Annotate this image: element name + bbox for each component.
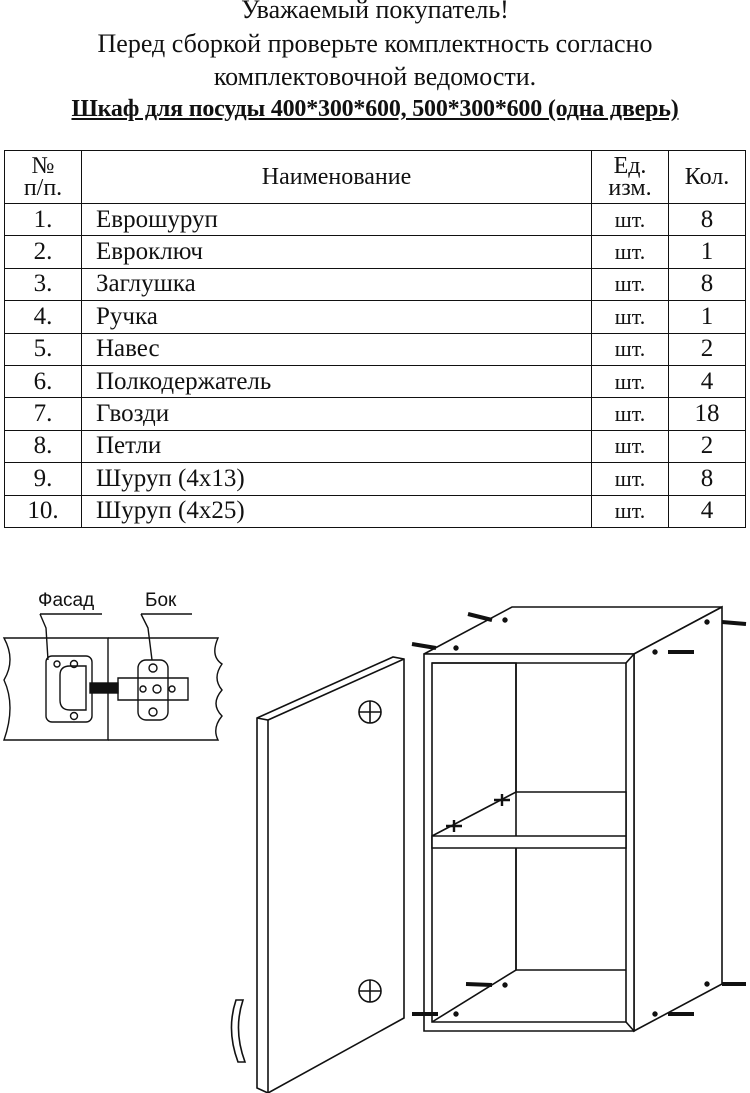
row-qty: 4 [669,365,746,397]
row-qty: 1 [669,236,746,268]
row-name: Еврошуруп [82,204,592,236]
row-qty: 8 [669,463,746,495]
label-facade: Фасад [38,590,95,611]
table-row [5,398,746,430]
instruction-line-2: комплектовочной ведомости. [213,62,537,91]
table-row [5,333,746,365]
header-num: № п/п. [5,151,82,204]
greeting: Уважаемый покупатель! [241,0,509,24]
table-row [5,495,746,527]
table-row [5,430,746,462]
row-name: Шуруп (4х13) [82,463,592,495]
header-qty: Кол. [669,151,746,204]
hinge-diagram [4,590,222,740]
row-name: Ручка [82,301,592,333]
row-qty: 2 [669,430,746,462]
row-name: Заглушка [82,268,592,300]
row-num: 7. [5,398,82,430]
row-qty: 2 [669,333,746,365]
row-unit: шт. [592,301,669,333]
row-qty: 8 [669,204,746,236]
row-num: 2. [5,236,82,268]
table-row [5,365,746,397]
row-num: 5. [5,333,82,365]
row-name: Полкодержатель [82,365,592,397]
row-num: 3. [5,268,82,300]
row-qty: 8 [669,268,746,300]
table-row [5,204,746,236]
door-panel [231,657,404,1093]
row-name: Гвозди [82,398,592,430]
row-unit: шт. [592,204,669,236]
row-unit: шт. [592,236,669,268]
row-unit: шт. [592,430,669,462]
row-qty: 1 [669,301,746,333]
row-name: Евроключ [82,236,592,268]
row-qty: 18 [669,398,746,430]
table-header-row [5,151,746,204]
table-row [5,463,746,495]
row-unit: шт. [592,463,669,495]
row-num: 8. [5,430,82,462]
label-side: Бок [145,590,177,611]
row-num: 10. [5,495,82,527]
row-num: 1. [5,204,82,236]
table-row [5,268,746,300]
assembly-drawing [0,560,750,1093]
header-name: Наименование [82,151,592,204]
row-qty: 4 [669,495,746,527]
table-row [5,236,746,268]
row-unit: шт. [592,398,669,430]
instruction-line-1: Перед сборкой проверьте комплектность согласно [97,29,653,58]
row-unit: шт. [592,268,669,300]
product-title: Шкаф для посуды 400*300*600, 500*300*600 (одна дверь) [71,96,679,122]
table-row [5,301,746,333]
row-name: Навес [82,333,592,365]
header-unit: Ед. изм. [592,151,669,204]
parts-table [4,150,746,528]
row-num: 4. [5,301,82,333]
row-unit: шт. [592,333,669,365]
row-name: Шуруп (4х25) [82,495,592,527]
row-unit: шт. [592,365,669,397]
row-num: 6. [5,365,82,397]
cabinet-body [424,607,722,1031]
row-name: Петли [82,430,592,462]
row-unit: шт. [592,495,669,527]
row-num: 9. [5,463,82,495]
